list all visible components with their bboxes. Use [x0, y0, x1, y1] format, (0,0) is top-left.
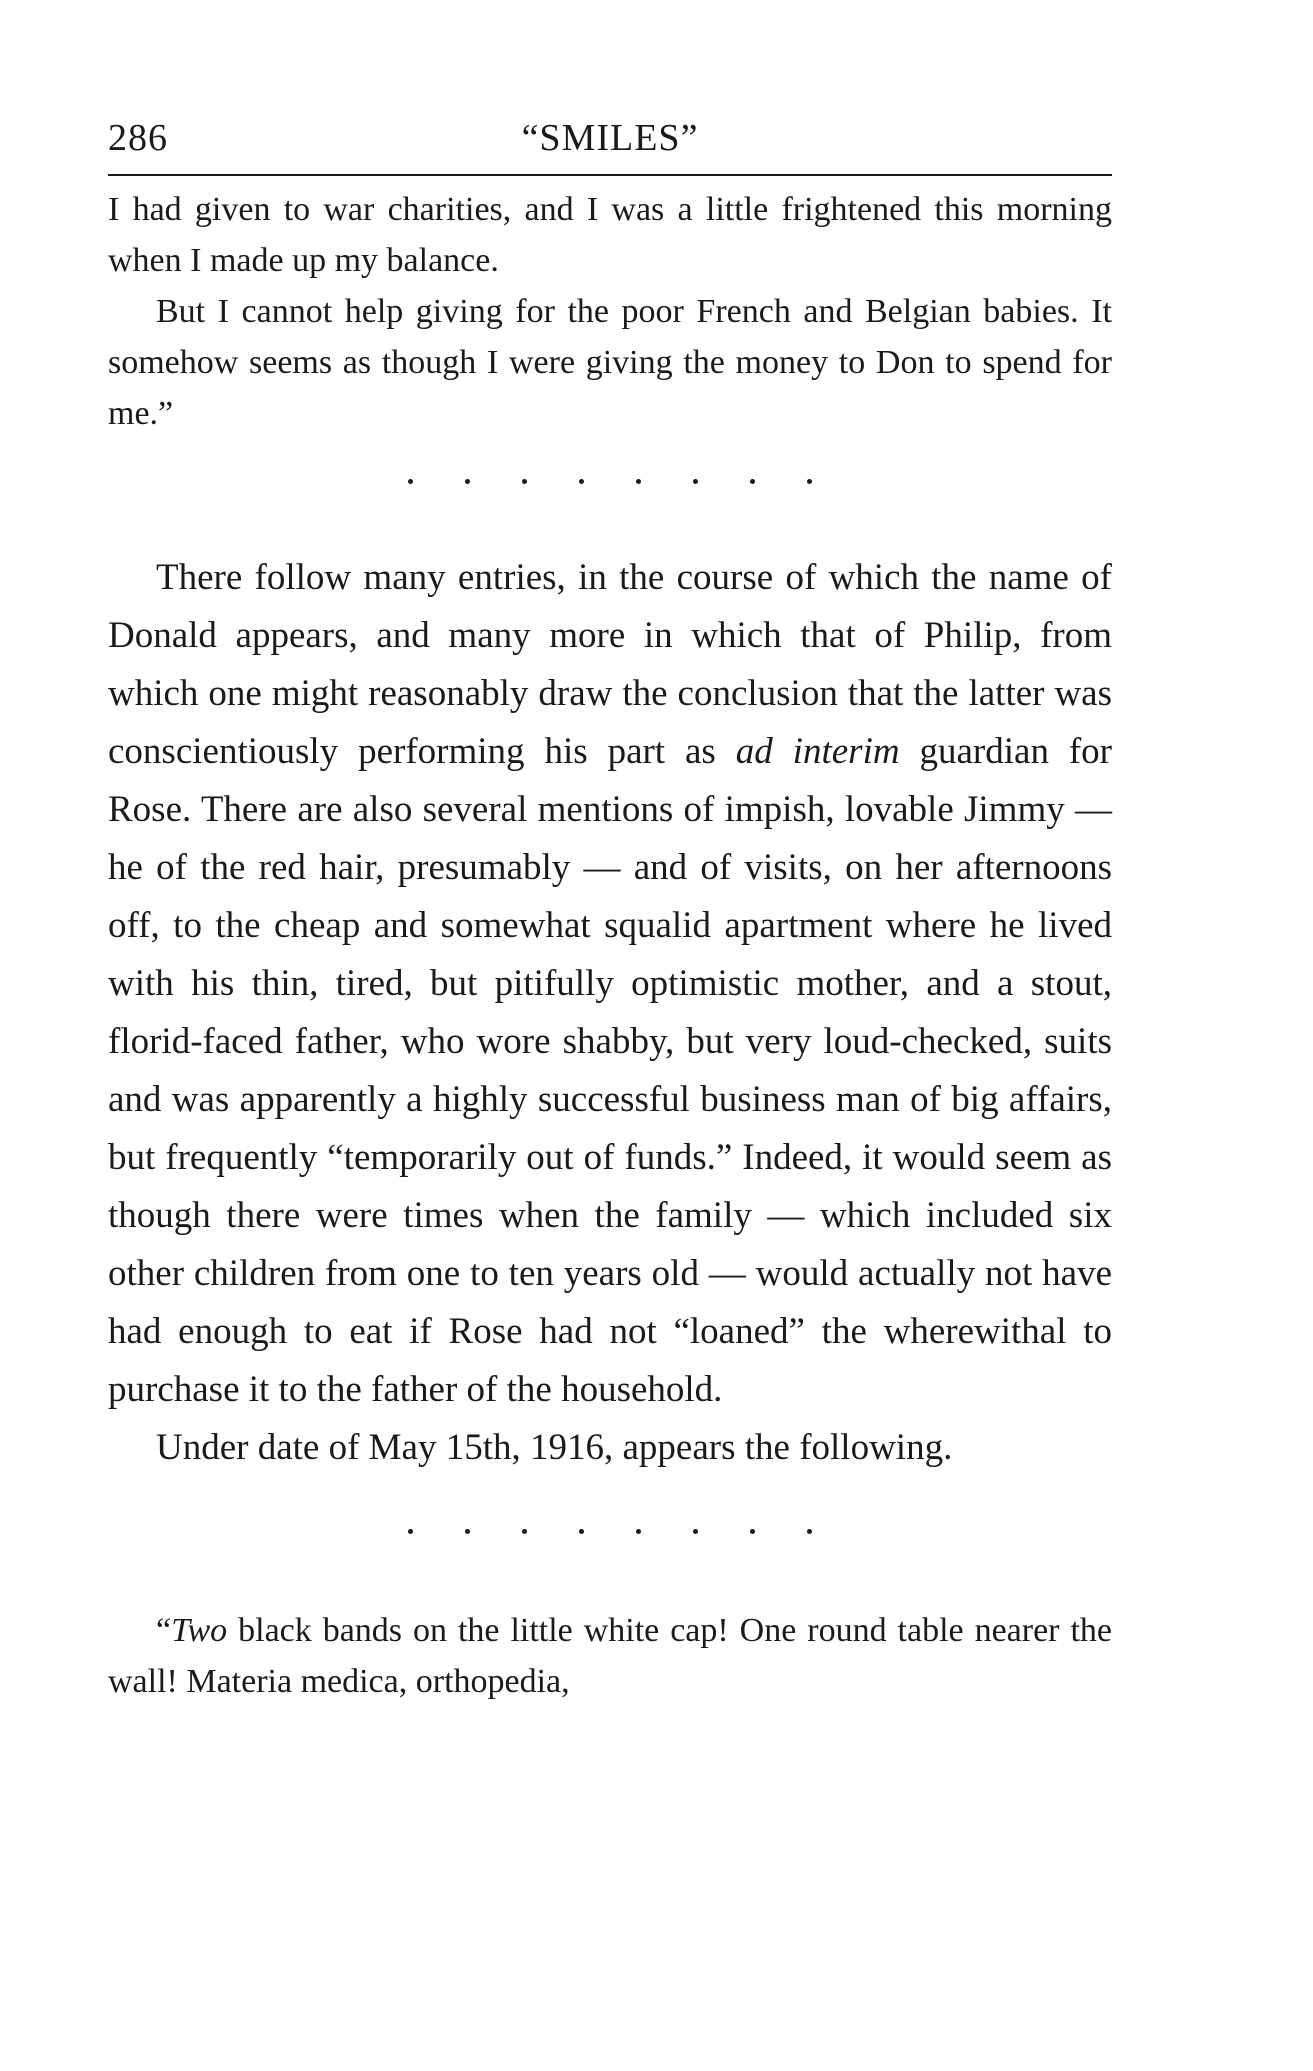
section-separator-dots: [108, 461, 1112, 501]
quote-rest: black bands on the little white cap! One round table nearer the wall! Materia medica, orthopedia,: [108, 1612, 1112, 1700]
book-page: [108, 112, 1112, 1707]
paragraph-entries-italic: ad interim: [735, 731, 900, 772]
quote-italic-word: Two: [171, 1612, 228, 1649]
section-separator-dots: [108, 1511, 1112, 1551]
quote-open-mark: “: [156, 1612, 172, 1649]
paragraph-entries-part2: guardian for Rose. There are also several mentions of impish, lovable Jimmy — he of the red hair, presumably — and of visits, on her afternoons off, to the cheap and somewhat squalid apartment where he lived with his thin, tired, but pitifully optimistic mother, and a stout, florid-faced father, who wore shabby, but very loud-checked, suits and was apparently a highly successful business man of big affairs, but frequently “temporarily out of funds.” Indeed, it would seem as though there were times when the family — which included six other children from one to ten years old — would actually not have had enough to eat if Rose had not “loaned” the wherewithal to purchase it to the father of the household.: [108, 731, 1113, 1410]
paragraph-charities: I had given to war charities, and I was a little frightened this morning when I made up my balance.: [108, 191, 1112, 279]
running-title: “SMILES”: [521, 117, 699, 159]
page-header: [108, 112, 1112, 176]
paragraph-diary-quote: [108, 1605, 1112, 1707]
page-number: 286: [108, 117, 168, 159]
paragraph-babies: But I cannot help giving for the poor French and Belgian babies. It somehow seems as though I were giving the money to Don to spend for me.”: [108, 293, 1112, 432]
paragraph-date: Under date of May 15th, 1916, appears the following.: [156, 1427, 953, 1468]
paragraph-entries: [108, 549, 1112, 1419]
paragraph-entries-part1: There follow many entries, in the course of which the name of Donald appears, and many more in which that of Philip, from which one might reasonably draw the conclusion that the latter was conscientiously performing his part as: [108, 557, 1112, 772]
